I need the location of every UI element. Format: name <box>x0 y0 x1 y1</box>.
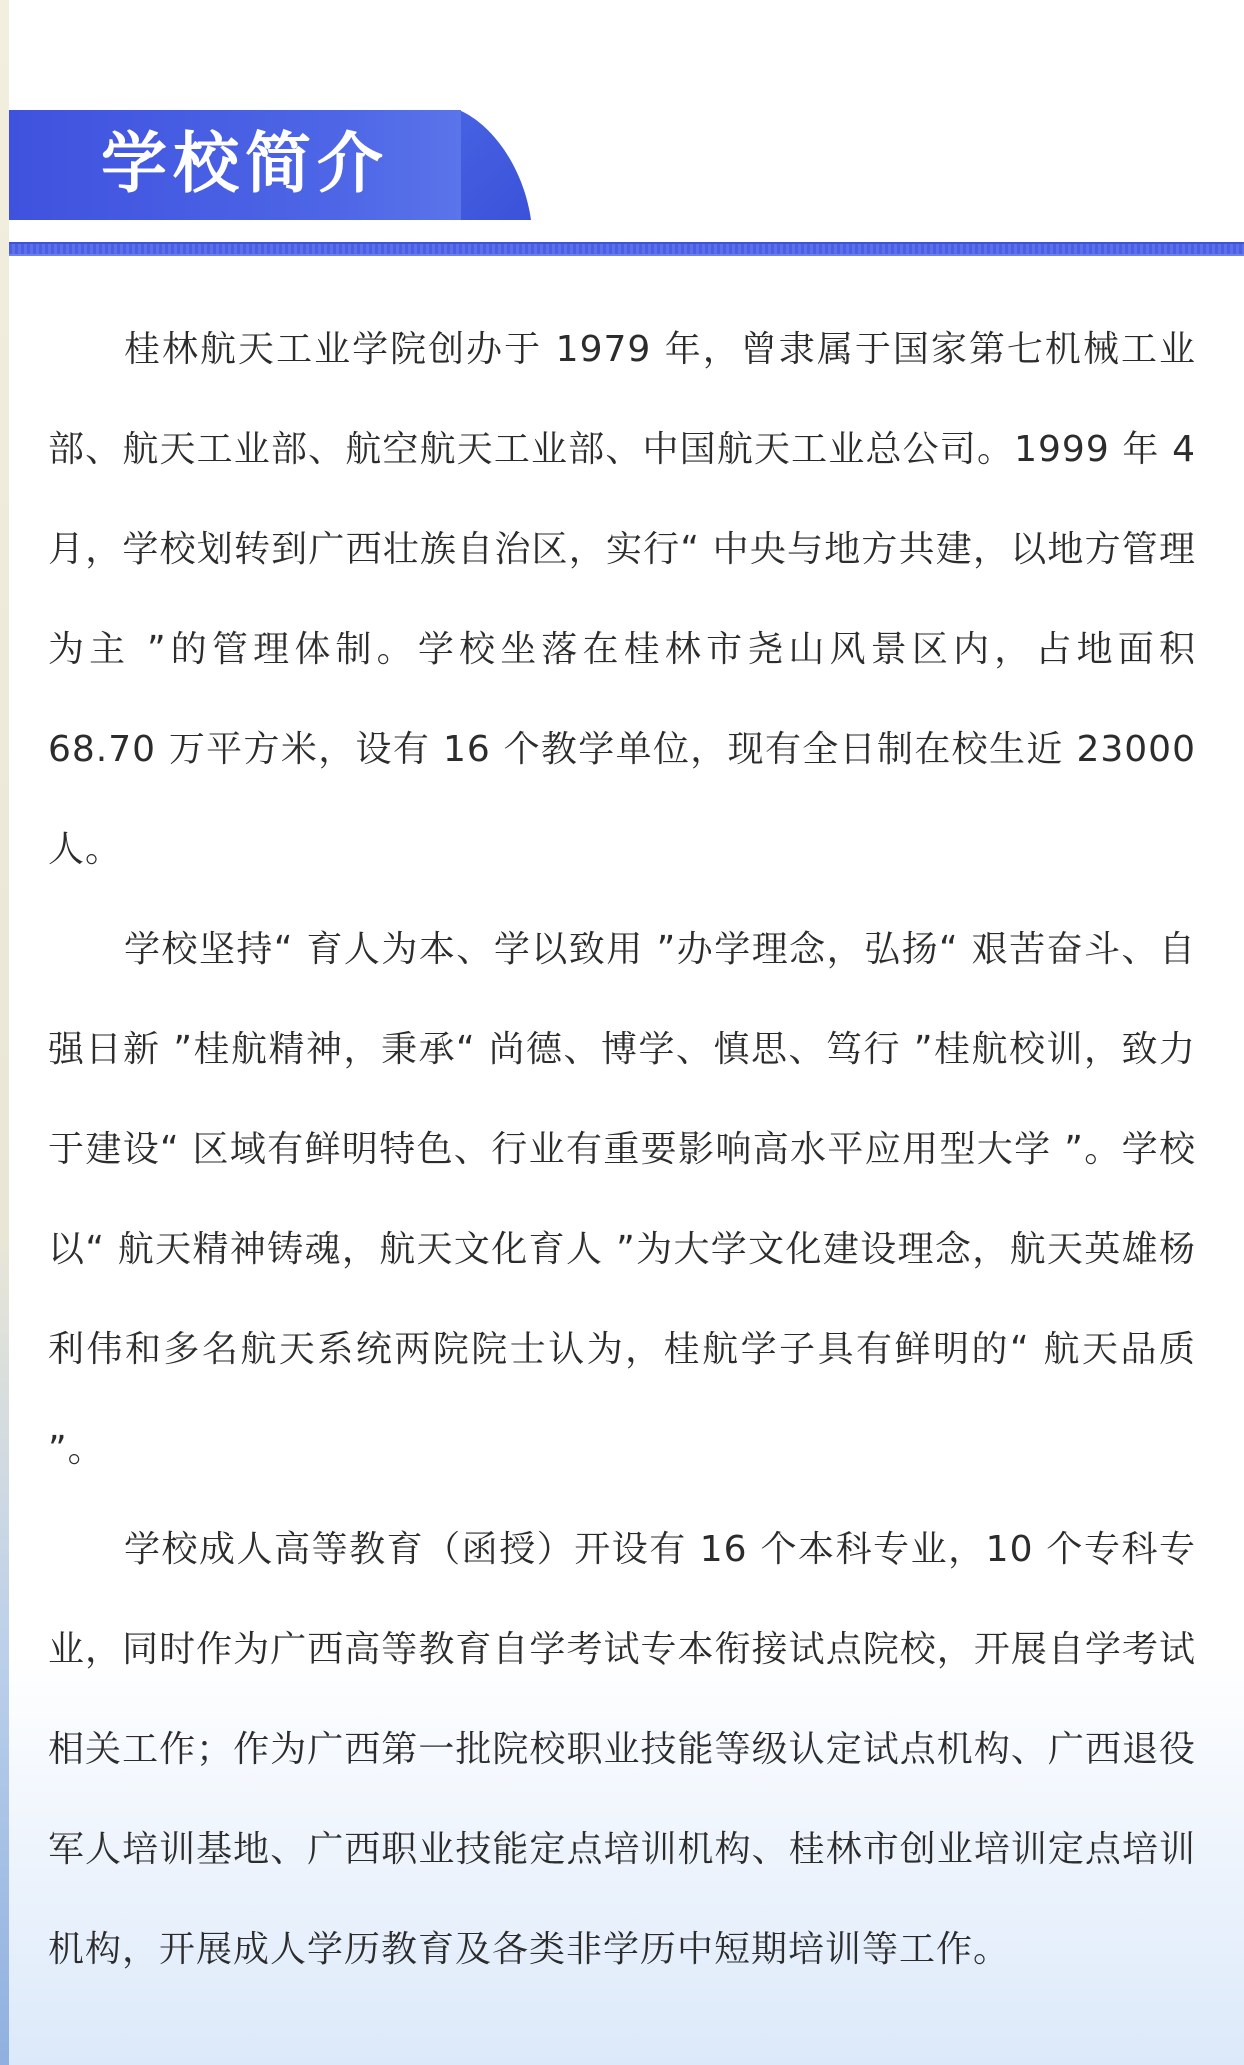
section-header-banner <box>9 110 539 220</box>
left-edge-decoration <box>0 0 9 2065</box>
header-divider <box>9 242 1244 256</box>
intro-content <box>48 300 1196 2000</box>
intro-paragraph-adult-education: 学校成人高等教育（函授）开设有 16 个本科专业，10 个专科专业，同时作为广西高等教育自学考试专本衔接试点院校，开展自学考试相关工作；作为广西第一批院校职业技能等级认定试点机构、广西退役军人培训基地、广西职业技能定点培训机构、桂林市创业培训定点培训机构，开展成人学历教育及各类非学历中短期培训等工作。 <box>48 1529 1196 1970</box>
section-title: 学校简介 <box>101 125 389 202</box>
intro-paragraph-history: 桂林航天工业学院创办于 1979 年，曾隶属于国家第七机械工业部、航天工业部、航空航天工业部、中国航天工业总公司。1999 年 4 月，学校划转到广西壮族自治区，实行“ 中央与地方共建，以地方管理为主 ”的管理体制。学校坐落在桂林市尧山风景区内，占地面积 68.70 万平方米，设有 16 个教学单位，现有全日制在校生近 23000 人。 <box>48 329 1196 870</box>
intro-paragraph-philosophy: 学校坚持“ 育人为本、学以致用 ”办学理念，弘扬“ 艰苦奋斗、自强日新 ”桂航精神，秉承“ 尚德、博学、慎思、笃行 ”桂航校训，致力于建设“ 区域有鲜明特色、行业有重要影响高水平应用型大学 ”。学校以“ 航天精神铸魂，航天文化育人 ”为大学文化建设理念，航天英雄杨利伟和多名航天系统两院院士认为，桂航学子具有鲜明的“ 航天品质 ”。 <box>48 929 1196 1470</box>
